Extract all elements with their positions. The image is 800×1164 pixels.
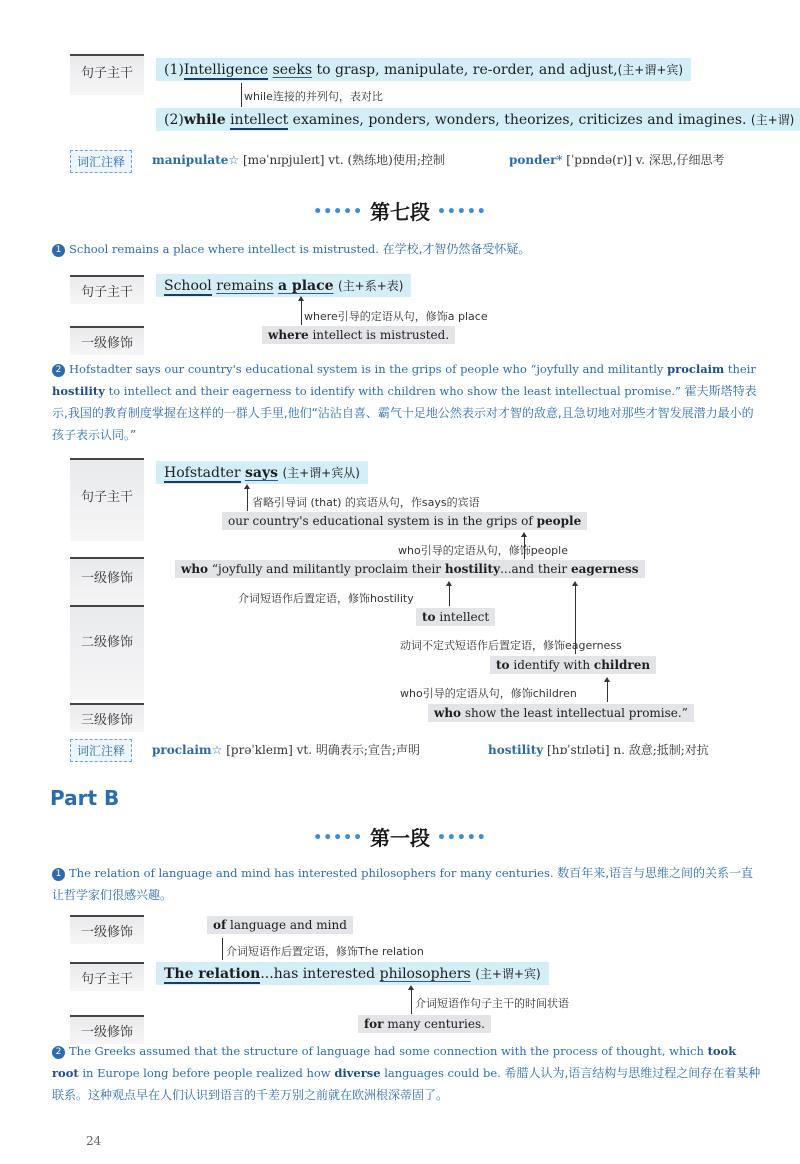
label-third-modifier: 三级修饰 (70, 703, 144, 732)
modifier-text: language and mind (226, 918, 347, 932)
verb: says (245, 465, 278, 481)
arrow-up-icon (449, 586, 450, 606)
sentence-keyword: proclaim (667, 362, 725, 376)
star-icon: * (556, 153, 563, 167)
sentence-number: 2 (52, 364, 65, 377)
sentence-cn: 希腊人认为,语言结构与思维过程之间存在着某种联系。这种观点早在人们认识到语言的千差万别之前就在欧洲根深蒂固了。 (52, 1066, 761, 1102)
sentence-en-part: their (724, 362, 756, 376)
verb-phrase: ...has interested (260, 966, 380, 982)
sentence-en-part: Hofstadter says our country's educational system is in the grips of people who “joyfully and militantly (69, 362, 668, 376)
main-clause (156, 962, 549, 985)
vocab-definition: [hɒˈstɪləti] n. 敌意;抵制;对抗 (547, 743, 709, 757)
modifier-keyword: eagerness (570, 562, 639, 576)
sentence-en-part: in Europe long before people realized how (78, 1066, 335, 1080)
sentence-cn: 数百年来,语言与思维之间的关系一直让哲学家们很感兴趣。 (52, 866, 754, 902)
line2-tag: (主+谓) (750, 113, 795, 127)
modifier-who-proclaim (175, 560, 645, 578)
note-object-clause: 省略引导词 (that) 的宾语从句，作says的宾语 (252, 496, 480, 509)
sentence-7-2 (52, 358, 764, 446)
sentence-en-part: The Greeks assumed that the structure of language had some connection with the process of thought, which (69, 1044, 708, 1058)
label-first-modifier: 一级修饰 (70, 915, 144, 944)
vocab-word: manipulate (152, 153, 229, 167)
modifier-lead: for (364, 1017, 384, 1031)
star-icon: ☆ (228, 153, 240, 167)
label-first-modifier: 一级修饰 (70, 1015, 144, 1044)
note-where: where引导的定语从句，修饰a place (304, 310, 488, 323)
subject: School (164, 278, 212, 294)
sentence-b-2 (52, 1040, 764, 1106)
vocab-word: ponder (509, 153, 557, 167)
arrow-up-icon (247, 489, 248, 511)
main-clause (156, 461, 368, 484)
note-while: while连接的并列句，表对比 (244, 90, 383, 103)
clause-tag: (主+谓+宾) (475, 967, 541, 981)
sentence-keyword: diverse (334, 1066, 381, 1080)
modifier-text: identify with (509, 658, 594, 672)
label-sentence-trunk: 句子主干 (70, 54, 144, 95)
object-clause (222, 512, 587, 530)
verb: remains (216, 278, 274, 294)
sentence-cn: 霍夫斯塔特表示,我国的教育制度掌握在这样的一群人手里,他们“沾沾自喜、霸气十足地公然表示对才智的敌意,且急切地对那些才智发展潜力最小的孩子表示认同。” (52, 384, 757, 442)
note-infinitive-eagerness: 动词不定式短语作后置定语，修饰eagerness (400, 639, 622, 652)
vocab-tag: 词汇注释 (70, 150, 132, 173)
line2-conjunction: while (183, 112, 226, 128)
dots-right: ••••• (436, 830, 487, 846)
note-who-children: who引导的定语从句，修饰children (400, 687, 577, 700)
modifier-lead: of (213, 918, 227, 932)
line1-prefix: (1) (164, 62, 184, 78)
modifier-text: show the least intellectual promise.” (461, 706, 688, 720)
object-clause-text: our country's educational system is in the grips of (228, 514, 537, 528)
star-icon: ☆ (211, 743, 223, 757)
predicative: a place (277, 278, 334, 294)
section-heading-7 (0, 196, 800, 225)
heading-text: 第七段 (370, 200, 430, 224)
modifier-for-centuries (358, 1015, 491, 1033)
line2-rest: examines, ponders, wonders, theorizes, criticizes and imagines. (288, 112, 747, 128)
line1-tag: (主+谓+宾) (617, 63, 684, 77)
sentence-b-1 (52, 862, 764, 906)
note-prep-relation: 介词短语作后置定语，修饰The relation (226, 945, 424, 958)
vocab-manipulate (152, 151, 445, 168)
vocab-proclaim (152, 741, 420, 758)
connector-line (222, 938, 223, 960)
arrow-up-icon (411, 990, 412, 1014)
main-clause-line1 (156, 58, 691, 81)
dots-left: ••••• (313, 830, 364, 846)
line2-subject: intellect (230, 112, 289, 128)
arrow-up-icon (607, 682, 608, 702)
sentence-number: 1 (52, 868, 65, 881)
main-clause-line2 (156, 108, 800, 131)
arrow-up-icon (301, 301, 302, 325)
label-sentence-trunk: 句子主干 (70, 275, 144, 304)
modifier-text: intellect (435, 610, 490, 624)
sentence-7-1 (52, 238, 764, 260)
modifier-who-show (428, 704, 694, 722)
vocab-definition: [prəˈkleɪm] vt. 明确表示;宣告;声明 (226, 743, 420, 757)
vocab-word: hostility (488, 743, 544, 757)
sentence-number: 1 (52, 244, 65, 257)
heading-text: 第一段 (370, 826, 430, 850)
modifier-to-identify (490, 656, 656, 674)
line1-subject: Intelligence (183, 62, 269, 78)
modifier-text: many centuries. (383, 1017, 485, 1031)
note-prep-hostility: 介词短语作后置定语，修饰hostility (238, 592, 414, 605)
modifier-keyword: children (593, 658, 651, 672)
modifier-lead: to (422, 610, 436, 624)
line1-verb: seeks (272, 62, 313, 78)
sentence-en-part: languages could be. (380, 1066, 501, 1080)
modifier-keyword: hostility (444, 562, 501, 576)
line2-prefix: (2) (164, 112, 184, 128)
clause-tag: (主+系+表) (338, 279, 404, 293)
label-first-modifier: 一级修饰 (70, 557, 144, 608)
modifier-to-intellect (416, 608, 495, 626)
sentence-keyword: hostility (52, 384, 105, 398)
sentence-cn: 在学校,才智仍然备受怀疑。 (382, 242, 531, 256)
modifier-rest: intellect is mistrusted. (308, 328, 450, 342)
line1-rest: to grasp, manipulate, re-order, and adjust, (312, 62, 618, 78)
sentence-keyword: took root (52, 1044, 737, 1080)
vocab-definition: [ˈpɒndə(r)] v. 深思,仔细思考 (566, 153, 725, 167)
vocab-word: proclaim (152, 743, 212, 757)
subject: The relation (164, 966, 261, 982)
modifier-lead: who (181, 562, 209, 576)
modifier-of-language (207, 916, 353, 934)
page-number: 24 (86, 1134, 102, 1148)
note-time-adverbial: 介词短语作句子主干的时间状语 (415, 997, 569, 1010)
sentence-en-part: to intellect and their eagerness to identify with children who show the least intellectual promise.” (104, 384, 681, 398)
dots-left: ••••• (313, 204, 364, 220)
modifier-lead: where (268, 328, 309, 342)
clause-tag: (主+谓+宾从) (282, 466, 360, 480)
modifier-where (262, 326, 455, 344)
vocab-tag: 词汇注释 (70, 739, 132, 762)
note-who-people: who引导的定语从句，修饰people (398, 544, 568, 557)
part-title: Part B (50, 786, 120, 810)
sentence-number: 2 (52, 1046, 65, 1059)
object-keyword: people (536, 514, 582, 528)
dots-right: ••••• (436, 204, 487, 220)
label-sentence-trunk: 句子主干 (70, 962, 144, 991)
connector-line (241, 83, 242, 107)
object: philosophers (379, 966, 471, 982)
sentence-en: School remains a place where intellect is mistrusted. (69, 242, 379, 256)
modifier-text: ...and their (500, 562, 571, 576)
label-first-modifier: 一级修饰 (70, 326, 144, 355)
label-second-modifier: 二级修饰 (70, 605, 144, 700)
modifier-lead: to (496, 658, 510, 672)
label-sentence-trunk: 句子主干 (70, 458, 144, 541)
vocab-hostility (488, 741, 709, 758)
modifier-lead: who (434, 706, 462, 720)
subject: Hofstadter (164, 465, 241, 481)
modifier-text: “joyfully and militantly proclaim their (208, 562, 445, 576)
section-heading-1 (0, 822, 800, 851)
sentence-en: The relation of language and mind has interested philosophers for many centuries. (69, 866, 554, 880)
main-clause (156, 274, 411, 297)
vocab-definition: [məˈnɪpjuleɪt] vt. (熟练地)使用;控制 (242, 153, 445, 167)
vocab-ponder (509, 151, 725, 168)
